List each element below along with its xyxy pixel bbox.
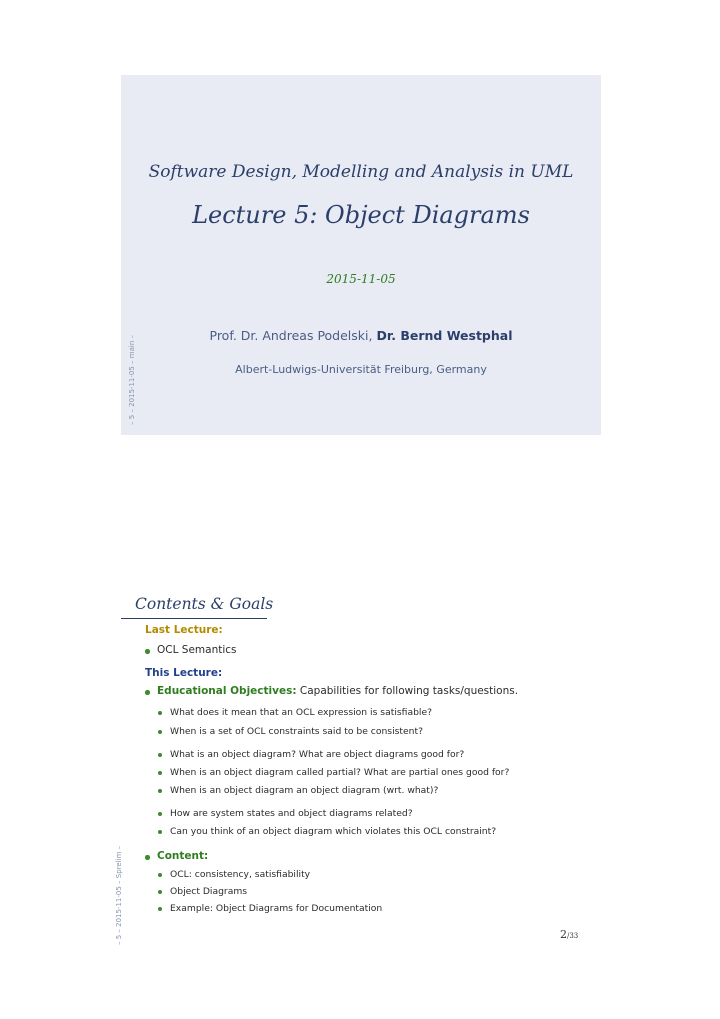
content-label: Content: xyxy=(157,850,209,862)
content-subitem: OCL: consistency, satisfiability xyxy=(158,867,605,882)
lecture-date: 2015-11-05 xyxy=(326,272,396,286)
authors-bold: Dr. Bernd Westphal xyxy=(376,328,513,343)
this-lecture-heading: This Lecture: xyxy=(145,667,223,679)
course-title: Software Design, Modelling and Analysis in UML xyxy=(148,162,574,182)
question-item: When is an object diagram called partial? What are partial ones good for? xyxy=(158,765,605,780)
last-lecture-heading: Last Lecture: xyxy=(145,624,223,636)
authors xyxy=(121,328,601,343)
question-item: What is an object diagram? What are object diagrams good for? xyxy=(158,747,605,762)
page-current: 2 xyxy=(560,928,567,941)
page-total: /33 xyxy=(567,932,579,940)
title-slide xyxy=(121,75,601,435)
question-item: When is an object diagram an object diagram (wrt. what)? xyxy=(158,783,605,798)
content-subitem: Example: Object Diagrams for Documentation xyxy=(158,901,605,916)
question-item: What does it mean that an OCL expression is satisfiable? xyxy=(158,705,605,720)
slide2-title: Contents & Goals xyxy=(135,595,274,613)
affiliation: Albert-Ludwigs-Universität Freiburg, Germany xyxy=(235,363,487,376)
content-item xyxy=(145,849,605,864)
title-underline xyxy=(121,618,267,619)
content-subitem: Object Diagrams xyxy=(158,884,605,899)
list-item: OCL Semantics xyxy=(145,643,605,658)
objectives-text: Capabilities for following tasks/questions. xyxy=(299,685,519,697)
question-item: How are system states and object diagrams related? xyxy=(158,806,605,821)
question-item: When is a set of OCL constraints said to be consistent? xyxy=(158,724,605,739)
objectives-item xyxy=(145,684,605,699)
slide2-side-label: – 5 – 2015-11-05 – Sprelim – xyxy=(115,845,123,945)
question-item: Can you think of an object diagram which violates this OCL constraint? xyxy=(158,824,605,839)
page-number xyxy=(560,928,578,941)
lecture-title: Lecture 5: Object Diagrams xyxy=(192,201,530,229)
objectives-label: Educational Objectives: xyxy=(157,685,297,697)
slide2-content xyxy=(145,624,605,916)
authors-prefix: Prof. Dr. Andreas Podelski, xyxy=(209,328,373,343)
slide1-side-label: – 5 – 2015-11-05 – main – xyxy=(128,335,136,425)
